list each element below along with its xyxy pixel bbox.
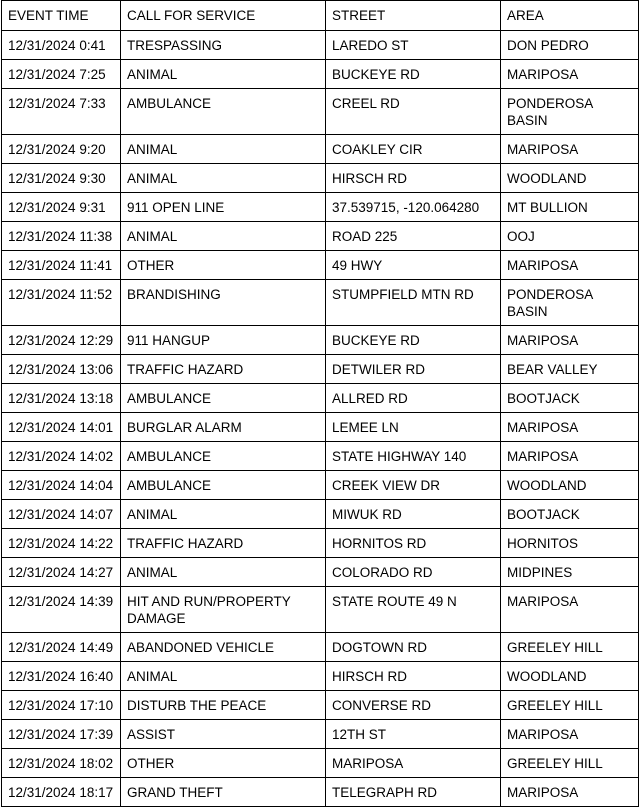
- calls-table: [1, 0, 639, 807]
- event-time-cell: 12/31/2024 14:07: [2, 500, 121, 529]
- table-row: [2, 558, 639, 587]
- table-row: [2, 442, 639, 471]
- event-time-cell: 12/31/2024 17:10: [2, 691, 121, 720]
- table-row: [2, 193, 639, 222]
- street-cell: ALLRED RD: [326, 384, 501, 413]
- street-cell: BUCKEYE RD: [326, 326, 501, 355]
- area-cell: WOODLAND: [501, 662, 639, 691]
- table-row: [2, 500, 639, 529]
- event-time-cell: 12/31/2024 14:04: [2, 471, 121, 500]
- area-cell: WOODLAND: [501, 471, 639, 500]
- area-cell: GREELEY HILL: [501, 633, 639, 662]
- street-cell: DOGTOWN RD: [326, 633, 501, 662]
- street-cell: BUCKEYE RD: [326, 60, 501, 89]
- call-for-service-cell: ANIMAL: [121, 222, 326, 251]
- table-row: [2, 749, 639, 778]
- table-row: [2, 691, 639, 720]
- event-time-cell: 12/31/2024 7:33: [2, 89, 121, 135]
- area-cell: MARIPOSA: [501, 60, 639, 89]
- area-cell: BOOTJACK: [501, 500, 639, 529]
- event-time-cell: 12/31/2024 14:02: [2, 442, 121, 471]
- call-for-service-cell: BURGLAR ALARM: [121, 413, 326, 442]
- call-for-service-cell: ANIMAL: [121, 135, 326, 164]
- street-cell: STUMPFIELD MTN RD: [326, 280, 501, 326]
- call-for-service-cell: 911 OPEN LINE: [121, 193, 326, 222]
- street-cell: HORNITOS RD: [326, 529, 501, 558]
- street-cell: STATE ROUTE 49 N: [326, 587, 501, 633]
- call-for-service-cell: HIT AND RUN/PROPERTY DAMAGE: [121, 587, 326, 633]
- header-street: STREET: [326, 1, 501, 31]
- table-row: [2, 471, 639, 500]
- area-cell: MARIPOSA: [501, 778, 639, 807]
- area-cell: MARIPOSA: [501, 135, 639, 164]
- area-cell: BEAR VALLEY: [501, 355, 639, 384]
- street-cell: TELEGRAPH RD: [326, 778, 501, 807]
- event-time-cell: 12/31/2024 0:41: [2, 31, 121, 60]
- street-cell: ROAD 225: [326, 222, 501, 251]
- area-cell: MT BULLION: [501, 193, 639, 222]
- street-cell: STATE HIGHWAY 140: [326, 442, 501, 471]
- area-cell: GREELEY HILL: [501, 749, 639, 778]
- header-call-for-service: CALL FOR SERVICE: [121, 1, 326, 31]
- area-cell: HORNITOS: [501, 529, 639, 558]
- call-for-service-cell: BRANDISHING: [121, 280, 326, 326]
- event-time-cell: 12/31/2024 11:38: [2, 222, 121, 251]
- area-cell: MARIPOSA: [501, 413, 639, 442]
- street-cell: 49 HWY: [326, 251, 501, 280]
- area-cell: OOJ: [501, 222, 639, 251]
- area-cell: MARIPOSA: [501, 720, 639, 749]
- street-cell: CREEL RD: [326, 89, 501, 135]
- street-cell: HIRSCH RD: [326, 662, 501, 691]
- event-time-cell: 12/31/2024 14:39: [2, 587, 121, 633]
- street-cell: CREEK VIEW DR: [326, 471, 501, 500]
- event-time-cell: 12/31/2024 14:22: [2, 529, 121, 558]
- call-for-service-cell: TRESPASSING: [121, 31, 326, 60]
- area-cell: MIDPINES: [501, 558, 639, 587]
- table-row: [2, 164, 639, 193]
- call-for-service-cell: 911 HANGUP: [121, 326, 326, 355]
- table-row: [2, 662, 639, 691]
- event-time-cell: 12/31/2024 9:20: [2, 135, 121, 164]
- area-cell: PONDEROSA BASIN: [501, 89, 639, 135]
- street-cell: MARIPOSA: [326, 749, 501, 778]
- street-cell: COLORADO RD: [326, 558, 501, 587]
- table-row: [2, 633, 639, 662]
- event-time-cell: 12/31/2024 11:52: [2, 280, 121, 326]
- table-row: [2, 720, 639, 749]
- table-row: [2, 326, 639, 355]
- call-for-service-cell: ANIMAL: [121, 500, 326, 529]
- table-row: [2, 89, 639, 135]
- call-for-service-cell: ASSIST: [121, 720, 326, 749]
- event-time-cell: 12/31/2024 9:31: [2, 193, 121, 222]
- street-cell: LAREDO ST: [326, 31, 501, 60]
- table-row: [2, 60, 639, 89]
- area-cell: MARIPOSA: [501, 442, 639, 471]
- event-time-cell: 12/31/2024 9:30: [2, 164, 121, 193]
- table-row: [2, 413, 639, 442]
- event-time-cell: 12/31/2024 13:06: [2, 355, 121, 384]
- street-cell: DETWILER RD: [326, 355, 501, 384]
- event-time-cell: 12/31/2024 14:27: [2, 558, 121, 587]
- event-time-cell: 12/31/2024 17:39: [2, 720, 121, 749]
- street-cell: LEMEE LN: [326, 413, 501, 442]
- table-row: [2, 778, 639, 807]
- area-cell: MARIPOSA: [501, 587, 639, 633]
- call-for-service-cell: TRAFFIC HAZARD: [121, 355, 326, 384]
- call-for-service-cell: ANIMAL: [121, 164, 326, 193]
- call-for-service-cell: TRAFFIC HAZARD: [121, 529, 326, 558]
- event-time-cell: 12/31/2024 12:29: [2, 326, 121, 355]
- call-for-service-cell: ABANDONED VEHICLE: [121, 633, 326, 662]
- event-time-cell: 12/31/2024 7:25: [2, 60, 121, 89]
- street-cell: 37.539715, -120.064280: [326, 193, 501, 222]
- call-for-service-cell: ANIMAL: [121, 558, 326, 587]
- call-for-service-cell: GRAND THEFT: [121, 778, 326, 807]
- area-cell: MARIPOSA: [501, 251, 639, 280]
- table-row: [2, 529, 639, 558]
- table-row: [2, 587, 639, 633]
- event-time-cell: 12/31/2024 18:17: [2, 778, 121, 807]
- event-time-cell: 12/31/2024 16:40: [2, 662, 121, 691]
- area-cell: MARIPOSA: [501, 326, 639, 355]
- call-for-service-cell: AMBULANCE: [121, 89, 326, 135]
- event-time-cell: 12/31/2024 18:02: [2, 749, 121, 778]
- call-for-service-cell: OTHER: [121, 251, 326, 280]
- street-cell: COAKLEY CIR: [326, 135, 501, 164]
- table-row: [2, 31, 639, 60]
- event-time-cell: 12/31/2024 14:01: [2, 413, 121, 442]
- event-time-cell: 12/31/2024 14:49: [2, 633, 121, 662]
- call-for-service-cell: AMBULANCE: [121, 442, 326, 471]
- area-cell: WOODLAND: [501, 164, 639, 193]
- header-event-time: EVENT TIME: [2, 1, 121, 31]
- table-row: [2, 251, 639, 280]
- table-row: [2, 280, 639, 326]
- street-cell: CONVERSE RD: [326, 691, 501, 720]
- call-for-service-cell: DISTURB THE PEACE: [121, 691, 326, 720]
- call-for-service-cell: ANIMAL: [121, 662, 326, 691]
- table-row: [2, 135, 639, 164]
- area-cell: PONDEROSA BASIN: [501, 280, 639, 326]
- call-for-service-cell: AMBULANCE: [121, 471, 326, 500]
- table-row: [2, 222, 639, 251]
- call-for-service-cell: AMBULANCE: [121, 384, 326, 413]
- street-cell: HIRSCH RD: [326, 164, 501, 193]
- header-area: AREA: [501, 1, 639, 31]
- event-time-cell: 12/31/2024 13:18: [2, 384, 121, 413]
- table-row: [2, 355, 639, 384]
- area-cell: GREELEY HILL: [501, 691, 639, 720]
- call-for-service-cell: OTHER: [121, 749, 326, 778]
- table-row: [2, 384, 639, 413]
- event-time-cell: 12/31/2024 11:41: [2, 251, 121, 280]
- area-cell: DON PEDRO: [501, 31, 639, 60]
- street-cell: MIWUK RD: [326, 500, 501, 529]
- street-cell: 12TH ST: [326, 720, 501, 749]
- call-for-service-cell: ANIMAL: [121, 60, 326, 89]
- area-cell: BOOTJACK: [501, 384, 639, 413]
- table-header-row: [2, 1, 639, 31]
